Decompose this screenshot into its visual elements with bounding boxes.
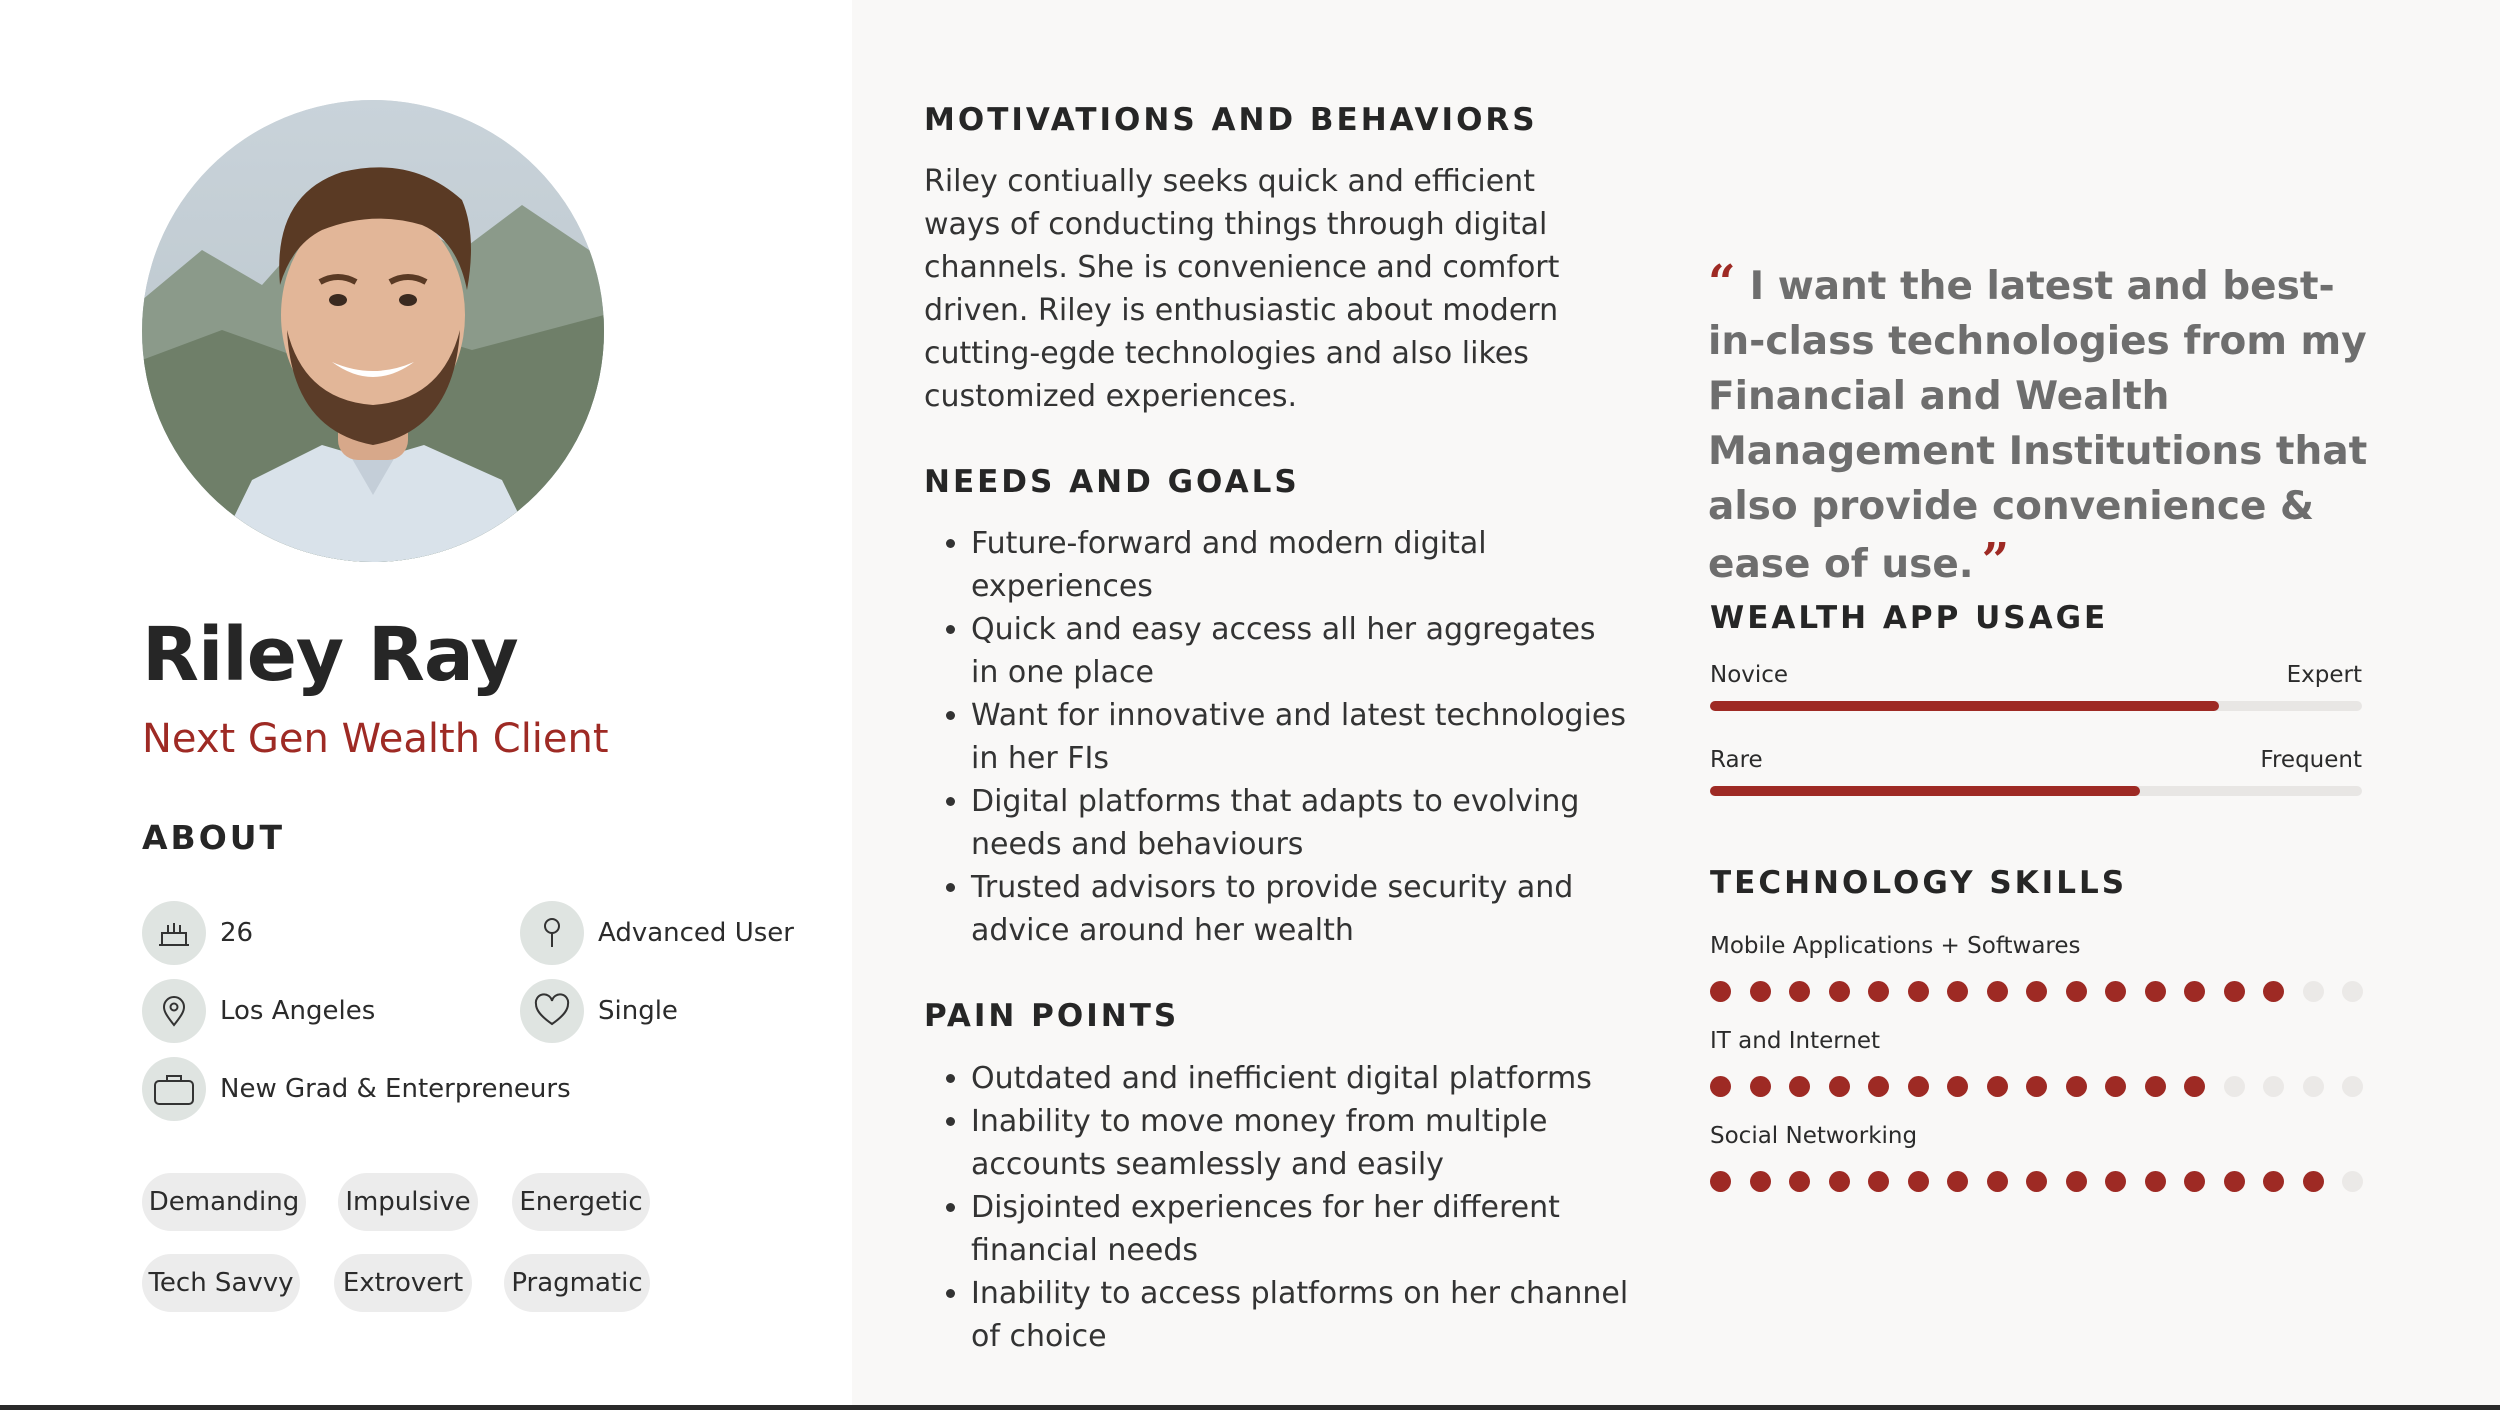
skill-label: IT and Internet bbox=[1710, 1028, 1881, 1054]
technology-skills-heading: TECHNOLOGY SKILLS bbox=[1710, 865, 2128, 901]
list-item: • Quick and easy access all her aggregates in one place bbox=[971, 608, 1631, 694]
skill-dot-filled bbox=[1829, 1171, 1850, 1192]
skill-dot-filled bbox=[1868, 1076, 1889, 1097]
trait-tag-extrovert: Extrovert bbox=[334, 1254, 472, 1312]
skill-dot-filled bbox=[1868, 981, 1889, 1002]
skill-rating-dots bbox=[1710, 981, 2382, 1005]
usage-min-label: Rare bbox=[1710, 747, 1763, 773]
persona-quote bbox=[1708, 256, 2368, 592]
skill-dot-filled bbox=[1987, 1171, 2008, 1192]
skill-dot-filled bbox=[1789, 981, 1810, 1002]
skill-dot-filled bbox=[1829, 1076, 1850, 1097]
motivations-text: Riley contiually seeks quick and efficient ways of conducting things through digital channels. She is convenience and comfort driven. Riley is enthusiastic about modern cutting-egde technologies and also likes customized experiences. bbox=[924, 164, 1560, 414]
skill-dot-filled bbox=[2066, 1076, 2087, 1097]
skill-dot-filled bbox=[1829, 981, 1850, 1002]
skill-dot-filled bbox=[2184, 1076, 2205, 1097]
list-item: • Want for innovative and latest technologies in her FIs bbox=[971, 694, 1631, 780]
skill-dot-filled bbox=[2105, 1076, 2126, 1097]
skill-rating-dots bbox=[1710, 1076, 2382, 1100]
persona-subtitle: Next Gen Wealth Client bbox=[142, 716, 609, 762]
skill-dot-filled bbox=[2026, 1076, 2047, 1097]
quote-close-icon: ” bbox=[1981, 533, 2010, 589]
birthday-cake-icon bbox=[142, 901, 206, 965]
quote-text: I want the latest and best-in-class technologies from my Financial and Wealth Management Institutions that also provide convenience & ease of use. bbox=[1708, 264, 2368, 587]
skill-dot-filled bbox=[2145, 1171, 2166, 1192]
skill-dot-filled bbox=[2066, 1171, 2087, 1192]
skill-dot-empty bbox=[2342, 1171, 2363, 1192]
skill-dot-filled bbox=[2263, 1171, 2284, 1192]
about-occupation-text: New Grad & Enterpreneurs bbox=[220, 1074, 571, 1104]
skill-dot-filled bbox=[1750, 1171, 1771, 1192]
skill-dot-filled bbox=[2105, 981, 2126, 1002]
skill-dot-filled bbox=[2026, 981, 2047, 1002]
list-item: • Outdated and inefficient digital platforms bbox=[971, 1057, 1631, 1100]
skill-dot-filled bbox=[1789, 1171, 1810, 1192]
frequency-bar bbox=[1710, 786, 2362, 796]
quote-open-icon: “ bbox=[1708, 255, 1736, 311]
about-location bbox=[142, 979, 375, 1043]
expertise-bar bbox=[1710, 701, 2362, 711]
skill-dot-filled bbox=[2105, 1171, 2126, 1192]
skill-dot-filled bbox=[1947, 1076, 1968, 1097]
trait-tag-pragmatic: Pragmatic bbox=[504, 1254, 650, 1312]
skill-label: Social Networking bbox=[1710, 1123, 1918, 1149]
skill-dot-filled bbox=[2224, 1171, 2245, 1192]
about-occupation bbox=[142, 1057, 571, 1121]
usage-max-label: Frequent bbox=[2260, 747, 2362, 773]
trait-tag-impulsive: Impulsive bbox=[338, 1173, 478, 1231]
skill-dot-filled bbox=[2145, 981, 2166, 1002]
skill-dot-filled bbox=[1750, 981, 1771, 1002]
avatar-photo bbox=[142, 100, 604, 562]
about-heading: ABOUT bbox=[142, 818, 286, 857]
skill-dot-filled bbox=[1868, 1171, 1889, 1192]
needs-heading: NEEDS AND GOALS bbox=[924, 464, 1300, 500]
about-user-level bbox=[520, 901, 794, 965]
skill-dot-empty bbox=[2342, 1076, 2363, 1097]
motivations-heading: MOTIVATIONS AND BEHAVIORS bbox=[924, 102, 1538, 138]
wealth-app-usage-heading: WEALTH APP USAGE bbox=[1710, 600, 2109, 636]
skill-dot-filled bbox=[2145, 1076, 2166, 1097]
skill-dot-empty bbox=[2263, 1076, 2284, 1097]
skill-dot-filled bbox=[1908, 1076, 1929, 1097]
skill-dot-filled bbox=[1987, 981, 2008, 1002]
pin-icon bbox=[520, 901, 584, 965]
about-age bbox=[142, 901, 253, 965]
skill-dot-filled bbox=[1710, 1171, 1731, 1192]
skill-dot-filled bbox=[2263, 981, 2284, 1002]
skill-dot-filled bbox=[1987, 1076, 2008, 1097]
skill-dot-empty bbox=[2342, 981, 2363, 1002]
skill-label: Mobile Applications + Softwares bbox=[1710, 933, 2081, 959]
avatar bbox=[142, 100, 604, 562]
skill-dot-filled bbox=[2224, 981, 2245, 1002]
skill-dot-filled bbox=[1947, 1171, 1968, 1192]
briefcase-icon bbox=[142, 1057, 206, 1121]
trait-tag-energetic: Energetic bbox=[512, 1173, 650, 1231]
skill-dot-filled bbox=[1710, 1076, 1731, 1097]
list-item: • Digital platforms that adapts to evolving needs and behaviours bbox=[971, 780, 1631, 866]
skill-dot-filled bbox=[2184, 1171, 2205, 1192]
usage-max-label: Expert bbox=[2286, 662, 2362, 688]
needs-list bbox=[924, 522, 1631, 952]
list-item: • Inability to access platforms on her channel of choice bbox=[971, 1272, 1631, 1358]
list-item: • Inability to move money from multiple accounts seamlessly and easily bbox=[971, 1100, 1631, 1186]
skill-dot-filled bbox=[1947, 981, 1968, 1002]
about-user-level-text: Advanced User bbox=[598, 918, 794, 948]
list-item: • Future-forward and modern digital experiences bbox=[971, 522, 1631, 608]
list-item: • Disjointed experiences for her different financial needs bbox=[971, 1186, 1631, 1272]
skill-dot-filled bbox=[2303, 1171, 2324, 1192]
list-item: • Trusted advisors to provide security and advice around her wealth bbox=[971, 866, 1631, 952]
skill-dot-filled bbox=[1750, 1076, 1771, 1097]
skill-dot-filled bbox=[2026, 1171, 2047, 1192]
persona-name: Riley Ray bbox=[142, 612, 518, 698]
pain-points-list bbox=[924, 1057, 1631, 1358]
skill-dot-empty bbox=[2303, 1076, 2324, 1097]
about-location-text: Los Angeles bbox=[220, 996, 376, 1026]
usage-min-label: Novice bbox=[1710, 662, 1789, 688]
skill-dot-filled bbox=[1908, 1171, 1929, 1192]
skill-dot-empty bbox=[2303, 981, 2324, 1002]
skill-dot-filled bbox=[1710, 981, 1731, 1002]
skill-dot-filled bbox=[1908, 981, 1929, 1002]
pain-points-heading: PAIN POINTS bbox=[924, 998, 1180, 1034]
skill-dot-filled bbox=[2066, 981, 2087, 1002]
trait-tag-demanding: Demanding bbox=[142, 1173, 306, 1231]
skill-dot-filled bbox=[2184, 981, 2205, 1002]
bottom-divider bbox=[0, 1405, 2500, 1410]
skill-rating-dots bbox=[1710, 1171, 2382, 1195]
skill-dot-empty bbox=[2224, 1076, 2245, 1097]
about-relationship bbox=[520, 979, 678, 1043]
frequency-bar-fill bbox=[1710, 786, 2140, 796]
skill-dot-filled bbox=[1789, 1076, 1810, 1097]
about-relationship-text: Single bbox=[598, 996, 678, 1026]
location-pin-icon bbox=[142, 979, 206, 1043]
expertise-bar-fill bbox=[1710, 701, 2219, 711]
trait-tag-tech-savvy: Tech Savvy bbox=[142, 1254, 300, 1312]
heart-icon bbox=[520, 979, 584, 1043]
about-age-text: 26 bbox=[220, 918, 254, 948]
